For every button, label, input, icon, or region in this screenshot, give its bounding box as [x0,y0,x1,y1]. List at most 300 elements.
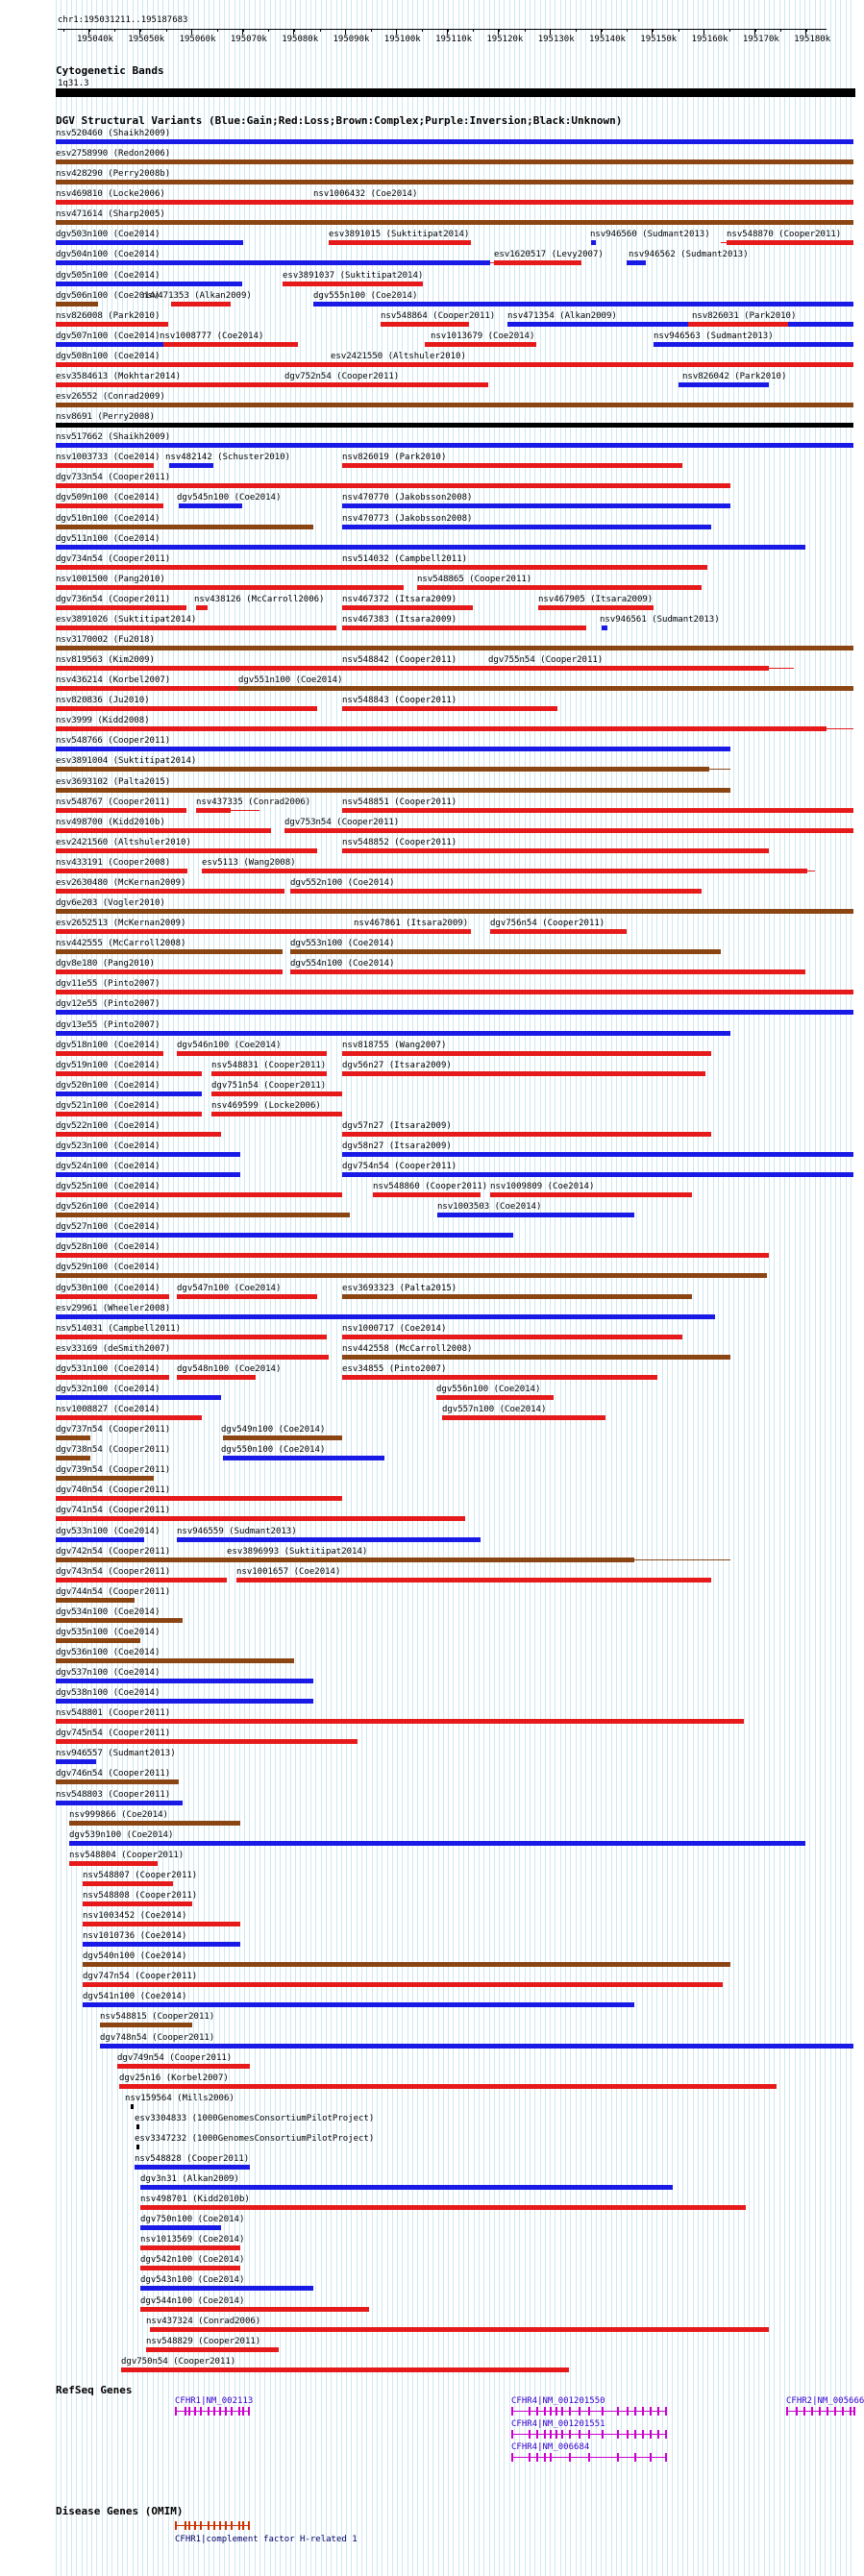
dgv-feature[interactable] [0,230,855,245]
dgv-feature-bar[interactable] [119,2084,777,2089]
dgv-feature[interactable] [0,1182,855,1197]
dgv-feature-bar[interactable] [56,1638,140,1643]
dgv-feature-bar[interactable] [437,1213,634,1217]
dgv-feature[interactable] [0,1465,855,1481]
dgv-feature[interactable] [0,432,855,448]
dgv-feature-bar[interactable] [290,949,721,954]
dgv-feature-label: nsv470770 (Jakobsson2008) [342,493,473,503]
dgv-feature[interactable] [0,493,855,508]
refseq-gene-exon [657,2430,659,2439]
ruler-tick-label: 195140k [589,35,626,44]
cytoband-label: 1q31.3 [58,79,89,88]
dgv-feature-bar[interactable] [56,747,730,751]
dgv-feature-label: dgv736n54 (Cooper2011) [56,594,171,604]
dgv-feature[interactable] [0,1284,855,1299]
dgv-feature[interactable] [0,1304,855,1319]
dgv-feature-bar[interactable] [56,1010,853,1015]
dgv-feature[interactable] [0,1871,855,1886]
dgv-feature-bar[interactable] [284,828,853,833]
dgv-feature-bar[interactable] [342,503,730,508]
dgv-feature[interactable] [0,1242,855,1258]
refseq-gene-exon [225,2407,227,2416]
ruler-tick-label: 195090k [333,35,370,44]
dgv-feature-bar[interactable] [56,1476,154,1481]
dgv-feature-bar[interactable] [140,2245,240,2250]
dgv-feature-bar[interactable] [177,1537,481,1542]
dgv-feature-bar[interactable] [313,302,853,307]
dgv-feature-bar[interactable] [56,1801,183,1805]
dgv-feature-label: nsv946557 (Sudmant2013) [56,1749,176,1759]
dgv-feature-bar[interactable] [342,1294,692,1299]
dgv-feature-bar[interactable] [727,240,853,245]
dgv-feature-bar[interactable] [56,788,730,793]
refseq-gene-exon [650,2407,652,2416]
dgv-feature[interactable] [0,1587,855,1603]
dgv-feature-bar[interactable] [140,2286,313,2291]
dgv-feature[interactable] [0,1121,855,1137]
dgv-feature[interactable] [0,2053,855,2069]
dgv-feature[interactable] [0,696,855,711]
dgv-feature[interactable] [0,2033,855,2049]
dgv-feature-bar[interactable] [56,646,853,650]
dgv-feature[interactable] [0,1263,855,1278]
dgv-feature[interactable] [0,1688,855,1704]
dgv-feature-label: dgv549n100 (Coe2014) [221,1425,326,1435]
dgv-feature[interactable] [0,615,855,630]
dgv-feature-label: dgv11e55 (Pinto2007) [56,979,160,990]
dgv-feature-bar[interactable] [290,889,702,894]
dgv-feature-bar[interactable] [56,483,730,488]
dgv-feature[interactable] [0,2134,855,2149]
dgv-feature[interactable] [0,797,855,813]
dgv-feature-bar[interactable] [56,1314,715,1319]
dgv-feature[interactable] [0,554,855,570]
dgv-feature-bar[interactable] [140,2225,221,2230]
dgv-feature-bar[interactable] [313,200,853,205]
region-coordinates: chr1:195031211..195187683 [58,15,188,25]
dgv-feature-label: dgv530n100 (Coe2014) [56,1283,160,1293]
dgv-feature[interactable] [0,1628,855,1643]
dgv-feature-bar[interactable] [56,159,853,164]
dgv-feature-bar[interactable] [56,139,853,144]
dgv-feature-bar[interactable] [283,282,423,286]
dgv-feature[interactable] [0,1202,855,1217]
dgv-feature-bar[interactable] [342,565,707,570]
refseq-gene-exon [238,2407,240,2416]
dgv-feature-label: nsv548843 (Cooper2011) [342,696,457,706]
dgv-feature-bar[interactable] [117,2064,250,2069]
dgv-feature-bar[interactable] [56,403,853,407]
dgv-feature-bar[interactable] [56,767,709,772]
dgv-feature[interactable] [0,291,855,307]
dgv-feature-bar[interactable] [100,2023,192,2027]
dgv-feature-bar[interactable] [688,322,788,327]
dgv-feature[interactable] [0,1972,855,1987]
dgv-feature-extent [709,769,730,770]
ruler-tick-label: 195160k [691,35,728,44]
dgv-feature-bar[interactable] [56,1679,313,1683]
dgv-feature-bar[interactable] [342,1132,711,1137]
dgv-feature[interactable] [0,2296,855,2312]
dgv-feature[interactable] [0,959,855,974]
dgv-feature-bar[interactable] [146,2347,279,2352]
dgv-feature-bar[interactable] [236,1578,711,1582]
dgv-feature[interactable] [0,818,855,833]
dgv-feature-label: dgv546n100 (Coe2014) [177,1040,282,1050]
dgv-feature[interactable] [0,1769,855,1784]
dgv-feature[interactable] [0,1485,855,1501]
dgv-feature-bar[interactable] [223,1456,384,1460]
dgv-feature-label: dgv13e55 (Pinto2007) [56,1019,160,1030]
dgv-feature-bar[interactable] [56,1598,135,1603]
dgv-feature[interactable] [0,514,855,529]
dgv-feature[interactable] [0,1364,855,1380]
dgv-feature-label: nsv548766 (Cooper2011) [56,736,171,747]
dgv-feature[interactable] [0,453,855,468]
dgv-feature-label: esv3584613 (Mokhtar2014) [56,371,182,381]
dgv-feature-bar[interactable] [56,1618,183,1623]
dgv-feature[interactable] [0,878,855,894]
dgv-feature[interactable] [0,1810,855,1826]
dgv-feature[interactable] [0,352,855,367]
dgv-feature-bar[interactable] [131,2104,134,2109]
dgv-feature[interactable] [0,1851,855,1866]
dgv-feature-label: nsv548803 (Cooper2011) [56,1789,171,1800]
dgv-feature[interactable] [0,2154,855,2170]
dgv-feature[interactable] [0,1162,855,1177]
cytoband-bar[interactable] [56,88,855,97]
dgv-feature-bar[interactable] [135,2165,250,2170]
dgv-feature-label: dgv529n100 (Coe2014) [56,1263,160,1273]
dgv-feature[interactable] [0,1911,855,1926]
dgv-feature[interactable] [0,919,855,934]
dgv-feature[interactable] [0,331,855,347]
dgv-feature-bar[interactable] [56,220,853,225]
dgv-feature[interactable] [0,1790,855,1805]
dgv-feature-label: dgv745n54 (Cooper2011) [56,1729,171,1739]
dgv-feature[interactable] [0,898,855,914]
dgv-feature-bar[interactable] [56,443,853,448]
dgv-feature-bar[interactable] [56,1719,744,1724]
dgv-feature-label: dgv25n16 (Korbel2007) [119,2073,229,2083]
dgv-feature-label: nsv946563 (Sudmant2013) [654,331,774,341]
dgv-feature-bar[interactable] [227,1558,634,1562]
dgv-feature[interactable] [0,2174,855,2190]
dgv-feature[interactable] [0,1506,855,1521]
dgv-feature[interactable] [0,129,855,144]
ruler-minor-tick [627,29,628,32]
dgv-feature-label: nsv1003733 (Coe2014) [56,453,160,463]
refseq-gene-exon [842,2407,844,2416]
dgv-feature-bar[interactable] [56,1699,313,1704]
omim-gene-exon [231,2521,233,2530]
dgv-feature[interactable] [0,1527,855,1542]
dgv-feature-bar[interactable] [56,1759,96,1764]
dgv-feature-bar[interactable] [342,1152,853,1157]
dgv-feature-bar[interactable] [136,2145,139,2149]
refseq-gene-exon [561,2430,563,2439]
dgv-feature-bar[interactable] [342,1375,657,1380]
dgv-feature[interactable] [0,939,855,954]
ruler-minor-tick [345,29,346,32]
dgv-feature[interactable] [0,250,855,265]
dgv-feature-label: dgv547n100 (Coe2014) [177,1283,282,1293]
dgv-feature[interactable] [0,473,855,488]
dgv-feature-bar[interactable] [490,1192,692,1197]
dgv-feature[interactable] [0,2012,855,2027]
refseq-gene-exon [579,2407,580,2416]
dgv-feature[interactable] [0,372,855,387]
omim-gene-exon [225,2521,227,2530]
dgv-feature[interactable] [0,756,855,772]
dgv-feature[interactable] [0,1344,855,1360]
refseq-gene[interactable] [786,2396,864,2419]
dgv-feature-label: nsv442558 (McCarroll2008) [342,1343,473,1354]
dgv-feature-bar[interactable] [342,706,557,711]
dgv-feature-bar[interactable] [442,1415,605,1420]
dgv-feature[interactable] [0,1141,855,1157]
dgv-feature-bar[interactable] [342,1355,730,1360]
dgv-feature-label: dgv748n54 (Cooper2011) [100,2032,215,2043]
dgv-feature-bar[interactable] [83,1962,730,1967]
omim-gene-exon [219,2521,221,2530]
dgv-feature[interactable] [0,675,855,691]
dgv-feature[interactable] [0,2337,855,2352]
dgv-feature-bar[interactable] [100,2044,853,2049]
dgv-feature-label: nsv517662 (Shaikh2009) [56,432,171,443]
dgv-feature-bar[interactable] [69,1861,158,1866]
refseq-gene-exon [550,2407,552,2416]
dgv-feature-label: dgv6e203 (Vogler2010) [56,898,165,909]
dgv-feature-bar[interactable] [56,1779,179,1784]
refseq-gene-exon [550,2430,552,2439]
refseq-gene-exon [569,2430,571,2439]
dgv-feature[interactable] [0,1992,855,2007]
dgv-feature[interactable] [0,1061,855,1076]
dgv-feature-bar[interactable] [436,1395,554,1400]
dgv-feature[interactable] [0,412,855,428]
dgv-feature-label: nsv428290 (Perry2008b) [56,169,171,180]
dgv-feature-bar[interactable] [140,2205,746,2210]
dgv-feature-label: dgv524n100 (Coe2014) [56,1162,160,1172]
dgv-feature-bar[interactable] [602,626,607,630]
refseq-gene-exon [811,2407,813,2416]
omim-gene-exon [194,2521,196,2530]
refseq-gene[interactable] [511,2442,855,2466]
dgv-feature-bar[interactable] [211,1092,342,1096]
dgv-feature[interactable] [0,1951,855,1967]
dgv-feature-label: nsv3999 (Kidd2008) [56,716,150,726]
ruler-tick-label: 195120k [486,35,524,44]
dgv-feature-label: dgv754n54 (Cooper2011) [342,1162,457,1172]
dgv-feature-bar[interactable] [56,1273,767,1278]
dgv-feature-label: nsv826019 (Park2010) [342,453,447,463]
dgv-feature-bar[interactable] [83,1901,192,1906]
dgv-feature-label: dgv528n100 (Coe2014) [56,1242,160,1253]
dgv-feature[interactable] [0,1749,855,1764]
dgv-feature-label: dgv750n100 (Coe2014) [140,2215,245,2225]
dgv-feature-bar[interactable] [342,1172,853,1177]
dgv-feature-bar[interactable] [342,463,682,468]
dgv-feature[interactable] [0,1830,855,1846]
dgv-feature-bar[interactable] [56,1516,465,1521]
dgv-feature-bar[interactable] [56,1496,342,1501]
dgv-feature-bar[interactable] [83,1922,240,1926]
dgv-feature[interactable] [0,1445,855,1460]
dgv-feature[interactable] [0,169,855,184]
dgv-feature-bar[interactable] [56,1658,294,1663]
dgv-feature[interactable] [0,1425,855,1440]
dgv-feature-bar[interactable] [490,929,627,934]
dgv-feature-bar[interactable] [69,1841,805,1846]
dgv-feature[interactable] [0,838,855,853]
dgv-feature-bar[interactable] [140,2185,673,2190]
dgv-feature-bar[interactable] [56,1253,769,1258]
dgv-feature-bar[interactable] [121,2367,569,2372]
dgv-feature-bar[interactable] [56,545,805,550]
dgv-feature[interactable] [0,1324,855,1339]
refseq-gene[interactable] [511,2419,855,2442]
refseq-gene-exon [827,2407,828,2416]
dgv-feature[interactable] [0,2317,855,2332]
dgv-feature[interactable] [0,1385,855,1400]
dgv-feature-bar[interactable] [69,1821,240,1826]
dgv-feature[interactable] [0,2215,855,2230]
ruler-tick-label: 195060k [179,35,216,44]
dgv-feature[interactable] [0,2094,855,2109]
dgv-feature[interactable] [0,1931,855,1947]
dgv-feature[interactable] [0,2114,855,2129]
dgv-feature[interactable] [0,1547,855,1562]
dgv-feature[interactable] [0,655,855,671]
dgv-feature[interactable] [0,271,855,286]
dgv-feature-label: nsv548860 (Cooper2011) [373,1182,488,1192]
dgv-feature[interactable] [0,999,855,1015]
dgv-feature-bar[interactable] [202,869,807,873]
dgv-feature-bar[interactable] [56,990,853,994]
dgv-feature[interactable] [0,1729,855,1744]
dgv-feature[interactable] [0,1648,855,1663]
dgv-feature[interactable] [0,1222,855,1238]
dgv-feature-bar[interactable] [342,525,711,529]
dgv-feature-label: nsv1008777 (Coe2014) [160,331,264,341]
omim-gene[interactable] [175,2519,752,2552]
dgv-feature-bar[interactable] [56,726,827,731]
dgv-feature[interactable] [0,858,855,873]
dgv-feature-bar[interactable] [83,2002,634,2007]
dgv-feature[interactable] [0,1405,855,1420]
dgv-feature[interactable] [0,1041,855,1056]
dgv-feature[interactable] [0,1020,855,1036]
dgv-feature-bar[interactable] [56,1233,513,1238]
dgv-feature-bar[interactable] [331,362,452,367]
dgv-feature[interactable] [0,777,855,793]
dgv-feature[interactable] [0,2357,855,2372]
dgv-feature-label: dgv747n54 (Cooper2011) [83,1972,198,1982]
dgv-feature-bar[interactable] [223,1435,342,1440]
refseq-gene-exon [588,2407,590,2416]
dgv-feature-bar[interactable] [238,686,853,691]
dgv-feature-bar[interactable] [211,1112,342,1116]
dgv-feature-bar[interactable] [342,848,769,853]
dgv-feature-bar[interactable] [56,180,853,184]
dgv-feature-label: dgv509n100 (Coe2014) [56,493,160,503]
dgv-feature-bar[interactable] [679,382,769,387]
dgv-feature-bar[interactable] [342,808,853,813]
dgv-feature-label: dgv743n54 (Cooper2011) [56,1566,171,1577]
dgv-feature-bar[interactable] [83,1881,173,1886]
ruler-minor-tick [140,29,141,32]
dgv-feature-label: esv2421560 (Altshuler2010) [56,837,191,847]
dgv-feature[interactable] [0,1081,855,1096]
dgv-feature-bar[interactable] [342,1051,711,1056]
dgv-feature-bar[interactable] [140,2266,240,2270]
dgv-feature[interactable] [0,311,855,327]
dgv-feature[interactable] [0,1891,855,1906]
dgv-feature[interactable] [0,635,855,650]
dgv-feature-bar[interactable] [56,1031,730,1036]
dgv-feature-bar[interactable] [83,1942,240,1947]
dgv-feature-label: dgv521n100 (Coe2014) [56,1100,160,1111]
dgv-feature[interactable] [0,1567,855,1582]
dgv-feature[interactable] [0,392,855,407]
dgv-feature-bar[interactable] [56,909,853,914]
dgv-feature-bar[interactable] [342,1071,705,1076]
dgv-feature[interactable] [0,2275,855,2291]
dgv-feature-bar[interactable] [654,342,853,347]
dgv-feature[interactable] [0,595,855,610]
dgv-feature[interactable] [0,2255,855,2270]
dgv-feature[interactable] [0,189,855,205]
dgv-feature[interactable] [0,736,855,751]
dgv-feature[interactable] [0,1708,855,1724]
dgv-feature-bar[interactable] [290,969,805,974]
dgv-feature-label: esv3693102 (Palta2015) [56,776,171,787]
dgv-feature[interactable] [0,534,855,550]
dgv-feature-label: dgv57n27 (Itsara2009) [342,1120,452,1131]
dgv-feature-bar[interactable] [342,1335,682,1339]
dgv-feature[interactable] [0,1101,855,1116]
dgv-feature[interactable] [0,2195,855,2210]
dgv-feature-bar[interactable] [627,260,646,265]
dgv-feature-bar[interactable] [56,423,853,428]
dgv-feature[interactable] [0,575,855,590]
dgv-feature-bar[interactable] [136,2124,139,2129]
dgv-feature-label: esv3891004 (Suktitipat2014) [56,756,197,767]
refseq-gene-exon [579,2430,580,2439]
dgv-feature[interactable] [0,149,855,164]
dgv-feature-label: nsv159564 (Mills2006) [125,2093,235,2103]
dgv-feature-bar[interactable] [417,585,702,590]
dgv-feature[interactable] [0,716,855,731]
dgv-feature-bar[interactable] [488,666,711,671]
dgv-feature[interactable] [0,1668,855,1683]
dgv-feature-bar[interactable] [140,2307,369,2312]
dgv-feature[interactable] [0,2073,855,2089]
dgv-feature-bar[interactable] [56,1739,358,1744]
dgv-feature-bar[interactable] [83,1982,723,1987]
dgv-feature-label: dgv12e55 (Pinto2007) [56,999,160,1010]
dgv-feature-bar[interactable] [150,2327,769,2332]
dgv-feature[interactable] [0,2235,855,2250]
dgv-feature-label: esv2630480 (McKernan2009) [56,877,186,888]
dgv-feature[interactable] [0,1607,855,1623]
dgv-feature[interactable] [0,979,855,994]
dgv-feature-bar[interactable] [538,605,654,610]
dgv-feature[interactable] [0,209,855,225]
refseq-gene-exon [665,2453,667,2462]
dgv-feature-label: dgv541n100 (Coe2014) [83,1992,187,2002]
